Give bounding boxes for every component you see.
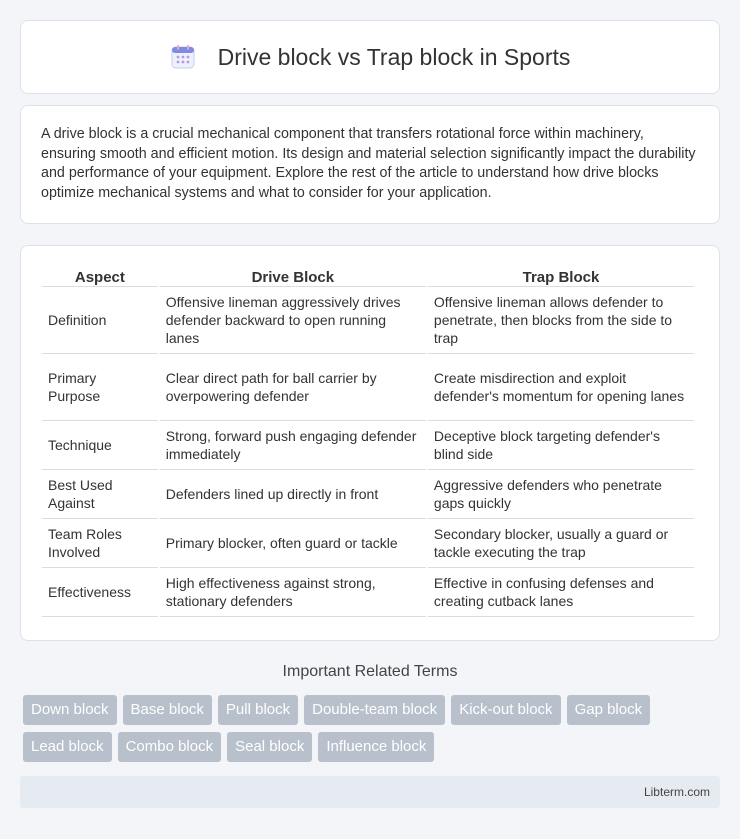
tag-base-block[interactable]: Base block xyxy=(123,695,212,725)
tag-lead-block[interactable]: Lead block xyxy=(23,732,112,762)
tag-kick-out-block[interactable]: Kick-out block xyxy=(451,695,560,725)
calendar-icon xyxy=(170,44,196,70)
trap-block-cell: Effective in confusing defenses and creating cutback lanes xyxy=(428,568,694,617)
table-row xyxy=(42,568,694,617)
drive-block-cell: Defenders lined up directly in front xyxy=(160,470,426,519)
drive-block-cell: Offensive lineman aggressively drives defender backward to open running lanes xyxy=(160,287,426,354)
table-row xyxy=(42,470,694,519)
aspect-cell: Best Used Against xyxy=(42,470,158,519)
column-header-drive-block: Drive Block xyxy=(160,266,426,287)
aspect-cell: Effectiveness xyxy=(42,568,158,617)
header-card xyxy=(20,20,720,94)
tag-influence-block[interactable]: Influence block xyxy=(318,732,434,762)
trap-block-cell: Secondary blocker, usually a guard or tackle executing the trap xyxy=(428,519,694,568)
column-header-aspect: Aspect xyxy=(42,266,158,287)
page-title: Drive block vs Trap block in Sports xyxy=(217,43,571,70)
tag-combo-block[interactable]: Combo block xyxy=(118,732,222,762)
tag-double-team-block[interactable]: Double-team block xyxy=(304,695,445,725)
comparison-table xyxy=(40,266,696,617)
tag-seal-block[interactable]: Seal block xyxy=(227,732,312,762)
column-header-trap-block: Trap Block xyxy=(428,266,694,287)
table-header-row xyxy=(42,266,694,287)
trap-block-cell: Deceptive block targeting defender's blind side xyxy=(428,421,694,470)
intro-card xyxy=(20,105,720,224)
table-row xyxy=(42,354,694,421)
tag-gap-block[interactable]: Gap block xyxy=(567,695,651,725)
footer xyxy=(20,776,720,808)
aspect-cell: Team Roles Involved xyxy=(42,519,158,568)
comparison-table-card xyxy=(20,245,720,641)
drive-block-cell: High effectiveness against strong, stationary defenders xyxy=(160,568,426,617)
table-row xyxy=(42,421,694,470)
trap-block-cell: Offensive lineman allows defender to penetrate, then blocks from the side to trap xyxy=(428,287,694,354)
aspect-cell: Technique xyxy=(42,421,158,470)
trap-block-cell: Aggressive defenders who penetrate gaps quickly xyxy=(428,470,694,519)
trap-block-cell: Create misdirection and exploit defender's momentum for opening lanes xyxy=(428,354,694,421)
drive-block-cell: Primary blocker, often guard or tackle xyxy=(160,519,426,568)
footer-site-link[interactable]: Libterm.com xyxy=(643,785,710,799)
aspect-cell: Definition xyxy=(42,287,158,354)
table-row xyxy=(42,519,694,568)
table-row xyxy=(42,287,694,354)
tag-down-block[interactable]: Down block xyxy=(23,695,117,725)
intro-paragraph: A drive block is a crucial mechanical component that transfers rotational force within machinery, ensuring smooth and efficient motion. Its design and material selection significantly impact the durability and performance of your equipment. Explore the rest of the article to understand how drive blocks optimize mechanical systems and what to consider for your application. xyxy=(41,126,696,201)
drive-block-cell: Strong, forward push engaging defender immediately xyxy=(160,421,426,470)
drive-block-cell: Clear direct path for ball carrier by overpowering defender xyxy=(160,354,426,421)
tag-pull-block[interactable]: Pull block xyxy=(218,695,298,725)
aspect-cell: Primary Purpose xyxy=(42,354,158,421)
related-terms-tags xyxy=(23,695,703,769)
related-terms-title: Important Related Terms xyxy=(282,663,458,680)
